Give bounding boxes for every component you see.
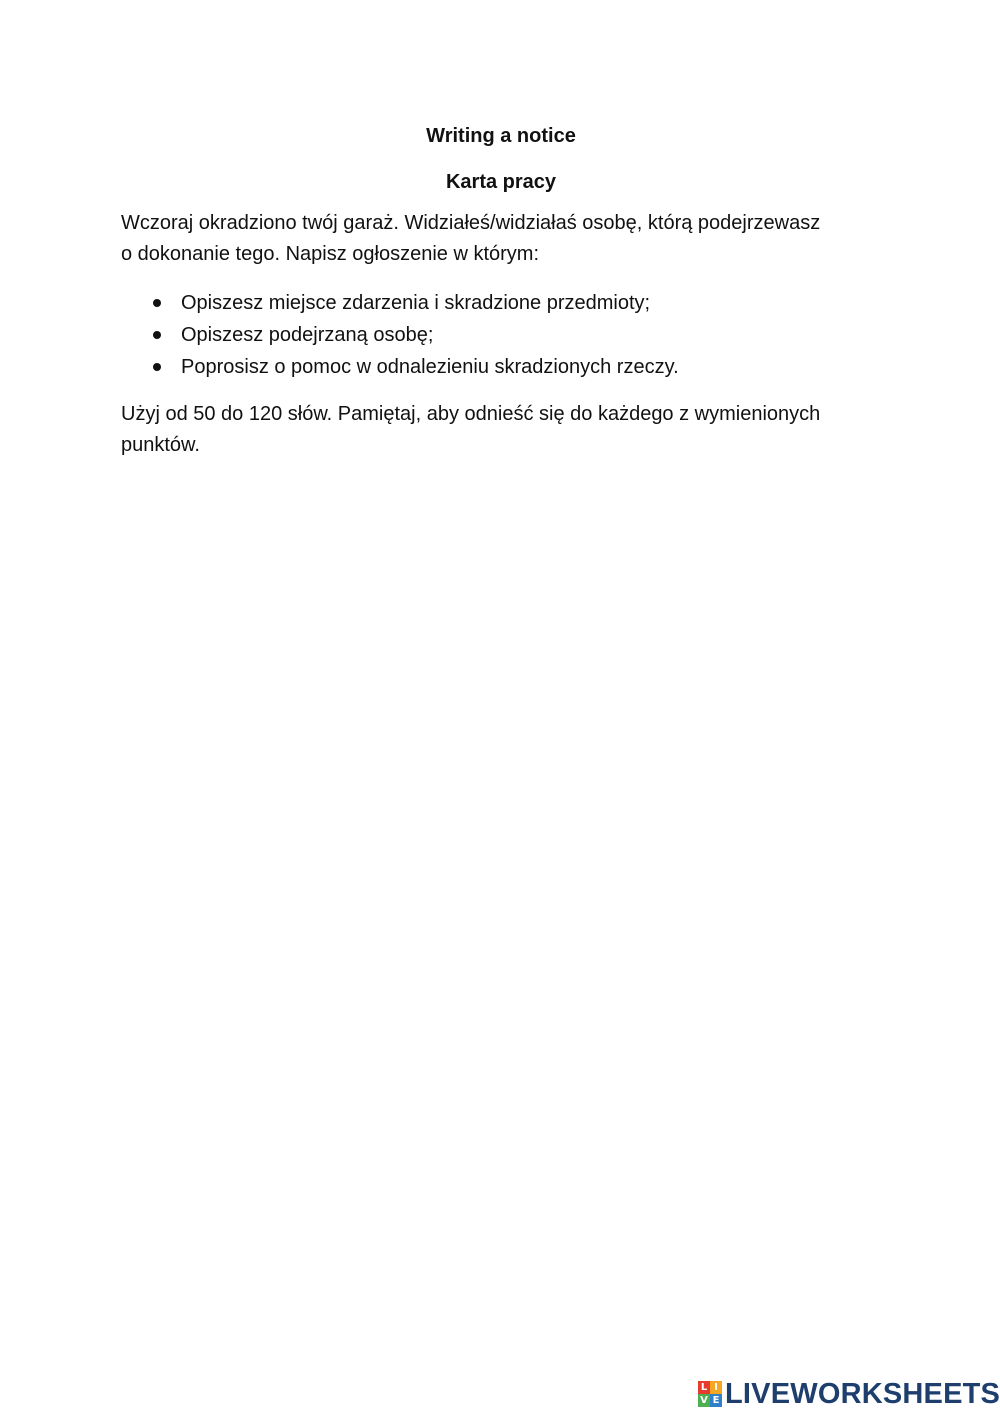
logo-mark-icon (698, 1381, 722, 1407)
bullet-icon (153, 363, 161, 371)
list-item-text: Opiszesz podejrzaną osobę; (181, 324, 434, 346)
instruction-line-2: o dokonanie tego. Napisz ogłoszenie w którym: (121, 243, 540, 265)
bullet-icon (153, 331, 161, 339)
list-item (121, 287, 881, 319)
list-item (121, 319, 881, 351)
page-title: Writing a notice (426, 125, 576, 147)
closing-line-2: punktów. (121, 434, 200, 456)
logo-mark-letter: E (710, 1394, 722, 1407)
list-item-text: Poprosisz o pomoc w odnalezieniu skradzionych rzeczy. (181, 356, 679, 378)
logo-mark-letter: V (698, 1394, 710, 1407)
logo-text: LIVEWORKSHEETS (725, 1377, 1000, 1410)
instruction-line-1: Wczoraj okradziono twój garaż. Widziałeś/widziałaś osobę, którą podejrzewasz (121, 212, 821, 234)
page-subtitle: Karta pracy (445, 171, 557, 193)
list-item (121, 351, 881, 383)
closing-line-1: Użyj od 50 do 120 słów. Pamiętaj, aby odnieść się do każdego z wymienionych (121, 403, 821, 425)
list-item-text: Opiszesz miejsce zdarzenia i skradzione przedmioty; (181, 292, 651, 314)
closing-paragraph (121, 399, 881, 461)
bullet-icon (153, 299, 161, 307)
instruction-paragraph (121, 208, 881, 270)
liveworksheets-logo (698, 1377, 1000, 1411)
logo-mark-letter: L (698, 1381, 710, 1394)
task-bullet-list (121, 287, 881, 383)
logo-mark-letter: I (710, 1381, 722, 1394)
worksheet-content (121, 122, 881, 461)
